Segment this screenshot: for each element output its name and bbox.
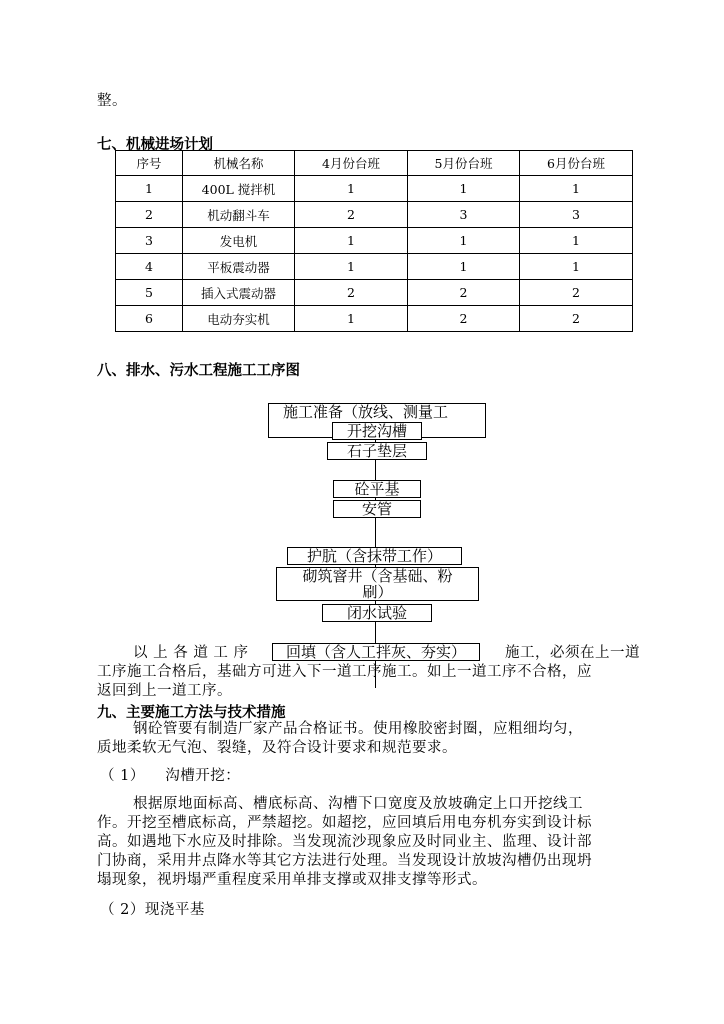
- subsection1-heading: （ 1） 沟槽开挖：: [100, 768, 241, 784]
- subsection1-line: 门协商，采用井点降水等其它方法进行处理。当发现设计放坡沟槽仍出现坍: [97, 853, 592, 869]
- header-cell: 6月份台班: [520, 151, 633, 176]
- table-cell: 1: [295, 254, 408, 280]
- table-header-row: [116, 151, 633, 176]
- section8-heading: 八、排水、污水工程施工工序图: [97, 363, 300, 379]
- flow-step-gravel-bedding: [327, 442, 427, 460]
- subsection1-line: 高。如遇地下水应及时排除。当发现流沙现象应及时同业主、监理、设计部: [97, 834, 592, 850]
- flow-step-label: 砼平基: [354, 480, 400, 498]
- intro-para-line: 钢砼管要有制造厂家产品合格证书。使用橡胶密封圈，应粗细均匀，: [133, 721, 583, 737]
- header-cell: 4月份台班: [295, 151, 408, 176]
- table-cell: 1: [408, 254, 520, 280]
- table-cell: 1: [295, 176, 408, 202]
- table-cell: 2: [116, 202, 183, 228]
- flow-step-label: 砌筑窨井（含基础、粉: [302, 567, 453, 585]
- flow-para-suffix: 施工，必须在上一道: [505, 645, 640, 661]
- table-cell: 发电机: [183, 228, 295, 254]
- subsection1-line: 作。开挖至槽底标高，严禁超挖。如超挖，应回填后用电夯机夯实到设计标: [97, 815, 592, 831]
- flow-step-concrete-base: [333, 480, 421, 498]
- top-text-fragment: 整。: [97, 93, 127, 109]
- table-cell: 2: [408, 280, 520, 306]
- table-cell: 插入式震动器: [183, 280, 295, 306]
- table-row: [116, 202, 633, 228]
- table-cell: 2: [520, 280, 633, 306]
- table-cell: 1: [408, 176, 520, 202]
- table-cell: 1: [408, 228, 520, 254]
- table-row: [116, 176, 633, 202]
- flow-step-backfill: [272, 643, 480, 661]
- flow-step-manhole: [276, 567, 479, 601]
- table-cell: 400L 搅拌机: [183, 176, 295, 202]
- flow-step-label: 施工准备（放线、测量工: [283, 403, 449, 421]
- table-cell: 1: [520, 176, 633, 202]
- subsection1-line: 塌现象，视坍塌严重程度采用单排支撑或双排支撑等形式。: [97, 872, 487, 888]
- section9-heading: 九、主要施工方法与技术措施: [97, 705, 286, 721]
- flow-step-label: 闭水试验: [346, 604, 407, 622]
- subsection2-heading: （ 2）现浇平基: [100, 902, 205, 918]
- table-row: [116, 254, 633, 280]
- table-cell: 3: [520, 202, 633, 228]
- flow-para-line: 工序施工合格后，基础方可进入下一道工序施工。如上一道工序不合格，应: [97, 664, 592, 680]
- flow-step-pipe-protection: [287, 547, 462, 565]
- table-row: [116, 306, 633, 332]
- table-cell: 2: [408, 306, 520, 332]
- flow-step-pipe-install: [333, 500, 421, 518]
- table-cell: 6: [116, 306, 183, 332]
- section7-heading: 七、机械进场计划: [97, 137, 213, 153]
- intro-para-line: 质地柔软无气泡、裂缝，及符合设计要求和规范要求。: [97, 740, 457, 756]
- table-cell: 5: [116, 280, 183, 306]
- table-row: [116, 280, 633, 306]
- flow-step-label: 石子垫层: [346, 442, 407, 460]
- flow-step-water-test: [322, 604, 432, 622]
- header-cell: 序号: [116, 151, 183, 176]
- table-cell: 2: [295, 202, 408, 228]
- flow-step-label: 开挖沟槽: [346, 422, 407, 440]
- flow-para-prefix: 以 上 各 道 工 序: [133, 645, 249, 661]
- table-cell: 4: [116, 254, 183, 280]
- flow-step-label: 回填（含人工拌灰、夯实）: [285, 643, 466, 661]
- table-cell: 1: [520, 228, 633, 254]
- table-cell: 1: [295, 228, 408, 254]
- table-cell: 电动夯实机: [183, 306, 295, 332]
- table-row: [116, 228, 633, 254]
- table-cell: 平板震动器: [183, 254, 295, 280]
- table-cell: 3: [408, 202, 520, 228]
- table-cell: 1: [116, 176, 183, 202]
- flow-step-label: 护肮（含抹带工作）: [306, 547, 442, 565]
- header-cell: 5月份台班: [408, 151, 520, 176]
- machinery-schedule-table: [115, 150, 633, 332]
- table-cell: 机动翻斗车: [183, 202, 295, 228]
- flow-step-label: 刷）: [362, 583, 393, 601]
- flow-step-excavate: [332, 422, 422, 440]
- table-cell: 2: [520, 306, 633, 332]
- table-cell: 3: [116, 228, 183, 254]
- flow-para-line: 返回到上一道工序。: [97, 683, 232, 699]
- table-cell: 2: [295, 280, 408, 306]
- table-cell: 1: [295, 306, 408, 332]
- subsection1-line: 根据原地面标高、槽底标高、沟槽下口宽度及放坡确定上口开挖线工: [133, 796, 583, 812]
- flow-step-label: 安管: [361, 500, 392, 518]
- table-cell: 1: [520, 254, 633, 280]
- header-cell: 机械名称: [183, 151, 295, 176]
